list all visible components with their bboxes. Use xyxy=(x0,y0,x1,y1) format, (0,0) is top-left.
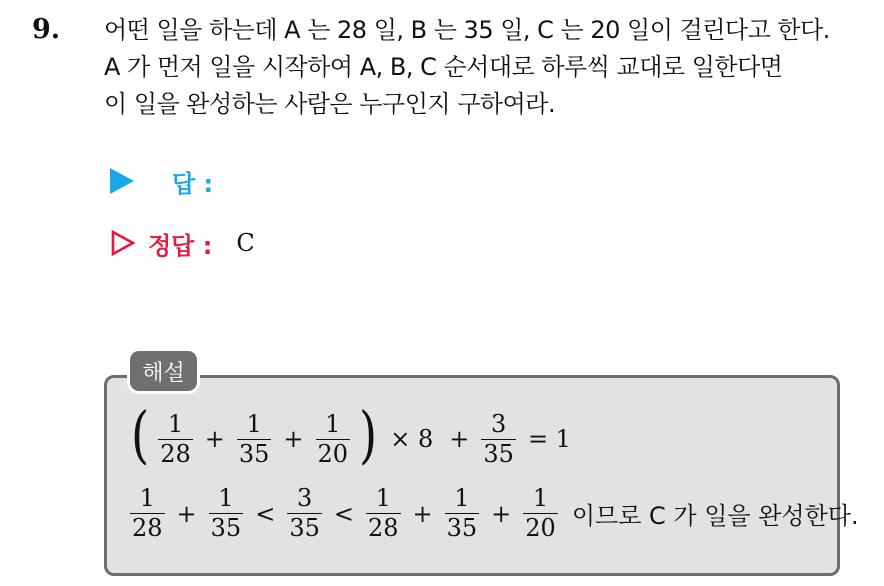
answer-row xyxy=(110,164,213,198)
plus-sign: + xyxy=(204,425,225,453)
plus-sign: + xyxy=(491,499,512,528)
fraction xyxy=(481,410,516,469)
denominator: 35 xyxy=(238,439,270,468)
plus-sign: + xyxy=(412,499,433,528)
plus-sign: + xyxy=(449,425,470,453)
less-than-sign: < xyxy=(255,499,276,528)
fraction xyxy=(316,410,351,469)
fraction xyxy=(158,410,193,469)
close-paren: ) xyxy=(359,398,378,471)
fraction xyxy=(130,484,165,543)
fraction xyxy=(237,410,272,469)
less-than-sign: < xyxy=(333,499,354,528)
fraction xyxy=(445,484,480,543)
open-paren: ( xyxy=(131,398,150,471)
answer-label: 답 : xyxy=(172,169,214,198)
numerator: 1 xyxy=(218,484,234,512)
explanation-tag: 해설 xyxy=(130,351,197,391)
explanation-equation-1 xyxy=(126,398,579,471)
numerator: 1 xyxy=(454,484,470,512)
denominator: 20 xyxy=(525,514,556,542)
numerator: 1 xyxy=(139,484,155,512)
question-text xyxy=(104,12,874,123)
explanation-box xyxy=(104,375,840,576)
explanation-conclusion: 이므로 C 가 일을 완성한다. xyxy=(571,502,859,530)
denominator: 35 xyxy=(446,514,478,542)
correct-answer-label: 정답 : xyxy=(148,231,213,260)
denominator: 35 xyxy=(210,514,242,542)
question-number: 9. xyxy=(32,14,61,45)
numerator: 3 xyxy=(296,484,313,512)
explanation-equation-2 xyxy=(126,484,859,543)
question-line-3: 이 일을 완성하는 사람은 누구인지 구하여라. xyxy=(104,90,556,118)
denominator: 28 xyxy=(160,439,191,468)
denominator: 35 xyxy=(289,514,320,542)
numerator: 1 xyxy=(167,409,184,438)
play-icon xyxy=(110,168,134,194)
question-line-1: 어떤 일을 하는데 A 는 28 일, B 는 35 일, C 는 20 일이 걸린다고 한다. xyxy=(104,16,830,44)
fraction xyxy=(209,484,244,543)
equals-one: = 1 xyxy=(527,425,571,453)
numerator: 1 xyxy=(375,484,391,512)
question-line-2: A 가 먼저 일을 시작하여 A, B, C 순서대로 하루씩 교대로 일한다면 xyxy=(104,53,783,81)
numerator: 1 xyxy=(246,409,262,438)
correct-answer-value: C xyxy=(236,229,255,257)
denominator: 35 xyxy=(483,439,514,468)
denominator: 28 xyxy=(367,514,399,542)
fraction xyxy=(366,484,401,543)
plus-sign: + xyxy=(176,499,197,528)
numerator: 3 xyxy=(491,409,507,438)
denominator: 20 xyxy=(317,439,349,468)
outline-play-icon xyxy=(110,229,136,257)
correct-answer-row xyxy=(110,226,255,260)
numerator: 1 xyxy=(325,409,341,438)
fraction xyxy=(287,484,322,543)
fraction xyxy=(523,484,558,543)
denominator: 28 xyxy=(132,514,163,542)
times-eight: × 8 xyxy=(390,425,434,453)
numerator: 1 xyxy=(532,484,549,512)
plus-sign: + xyxy=(283,425,304,453)
